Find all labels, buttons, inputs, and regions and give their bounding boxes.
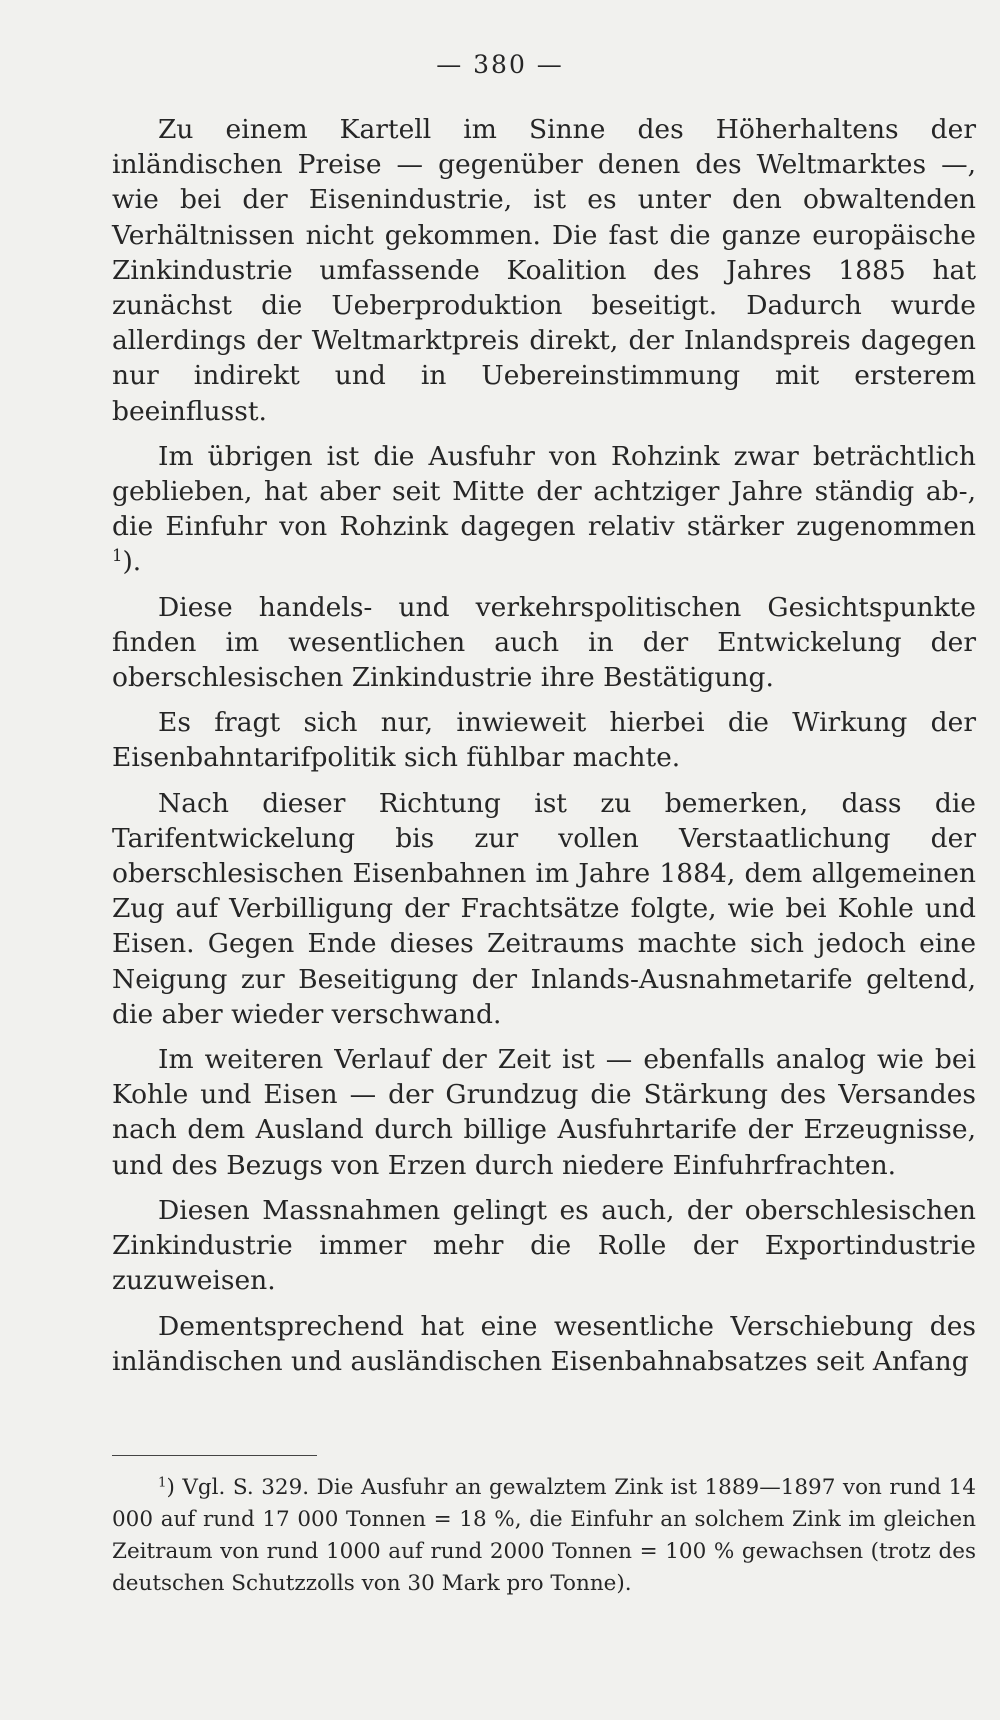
footnote-reference: 1 [112, 546, 123, 566]
paragraph-4: Es fragt sich nur, inwieweit hierbei die Wirkung der Eisenbahntarifpolitik sich fühlbar machte. [112, 707, 976, 774]
main-text [112, 112, 976, 1389]
paragraph-1: Zu einem Kartell im Sinne des Höherhaltens der inländischen Preise — gegenüber denen des Weltmarktes —, wie bei der Eisenindustrie, ist es unter den obwaltenden Verhältnissen nicht gekommen. Die fast die ganze europäische Zinkindustrie umfassende Koalition des Jahres 1885 hat zunächst die Ueberproduktion beseitigt. Dadurch wurde allerdings der Weltmarktpreis direkt, der Inlandspreis dagegen nur indirekt und in Uebereinstimmung mit ersterem beeinflusst. [112, 114, 976, 427]
page-number: — 380 — [436, 50, 564, 79]
paragraph-7: Diesen Massnahmen gelingt es auch, der oberschlesischen Zinkindustrie immer mehr die Rolle der Exportindustrie zuzuweisen. [112, 1194, 976, 1297]
paragraph-2 [112, 439, 976, 580]
footnote-paragraph [112, 1472, 976, 1600]
paragraph-3: Diese handels- und verkehrspolitischen Gesichtspunkte finden im wesentlichen auch in der Entwickelung der oberschlesischen Zinkindustrie ihre Bestätigung. [112, 591, 976, 694]
paragraph-2-text: Im übrigen ist die Ausfuhr von Rohzink zwar beträchtlich geblieben, hat aber seit Mitte der achtziger Jahre ständig ab-, die Einfuhr von Rohzink dagegen relativ stärker zugenommen [112, 440, 976, 543]
paragraph-5: Nach dieser Richtung ist zu bemerken, dass die Tarifentwickelung bis zur vollen Verstaatlichung der oberschlesischen Eisenbahnen im Jahre 1884, dem allgemeinen Zug auf Verbilligung der Frachtsätze folgte, wie bei Kohle und Eisen. Gegen Ende dieses Zeitraums machte sich jedoch eine Neigung zur Beseitigung der Inlands-Ausnahmetarife geltend, die aber wieder verschwand. [112, 787, 976, 1030]
footnote-marker: 1 [158, 1475, 167, 1491]
footnote [112, 1472, 976, 1600]
footnote-reference-suffix: ). [122, 546, 142, 578]
paragraph-6: Im weiteren Verlauf der Zeit ist — ebenfalls analog wie bei Kohle und Eisen — der Grundzug die Stärkung des Versandes nach dem Ausland durch billige Ausfuhrtarife der Erzeugnisse, und des Bezugs von Erzen durch niedere Einfuhrfrachten. [112, 1044, 976, 1181]
footnote-divider [112, 1455, 317, 1456]
paragraph-8: Dementsprechend hat eine wesentliche Verschiebung des inländischen und ausländischen Eisenbahnabsatzes seit Anfang [112, 1310, 976, 1377]
footnote-text: ) Vgl. S. 329. Die Ausfuhr an gewalztem Zink ist 1889—1897 von rund 14 000 auf rund 17 000 Tonnen = 18 %, die Einfuhr an solchem Zink im gleichen Zeitraum von rund 1000 auf rund 2000 Tonnen = 100 % gewachsen (trotz des deutschen Schutzzolls von 30 Mark pro Tonne). [112, 1475, 976, 1596]
